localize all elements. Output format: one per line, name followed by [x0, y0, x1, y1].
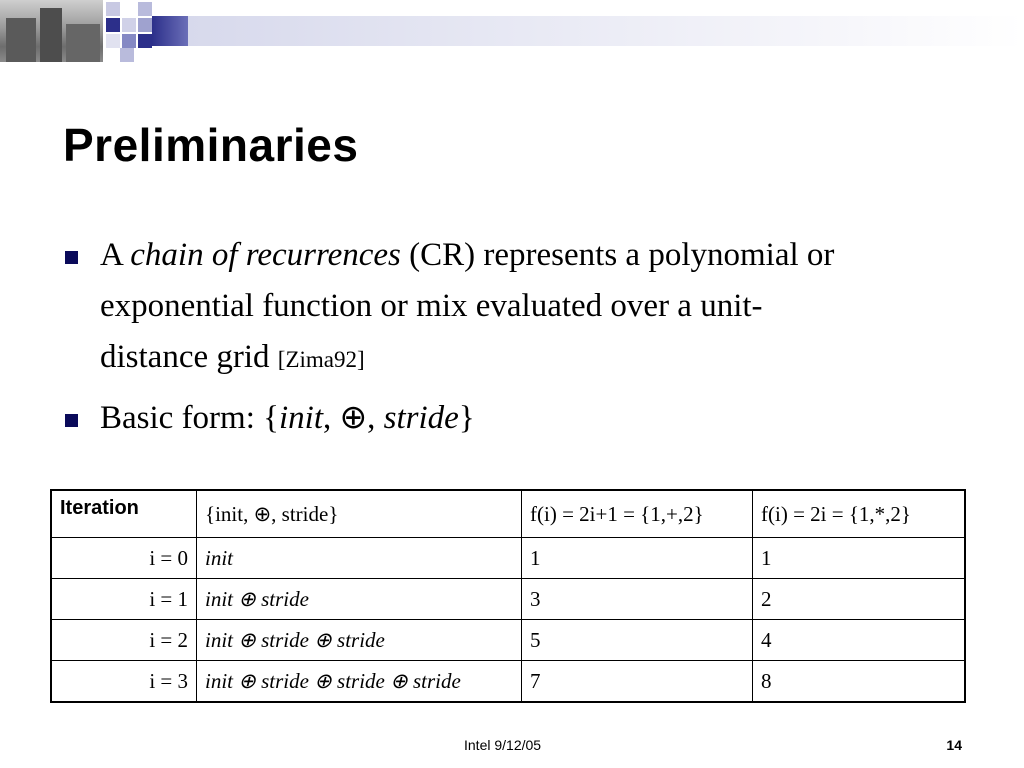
page-number: 14: [946, 737, 962, 753]
bullet-item: Basic form: {init, ⊕, stride}: [62, 393, 862, 444]
bullet-list: [62, 230, 862, 444]
linear-value-cell: 1: [522, 538, 753, 579]
exponential-value-cell: 4: [753, 620, 966, 661]
exponential-value-cell: 1: [753, 538, 966, 579]
square-bullet-icon: [65, 414, 78, 427]
table-header-row: [51, 490, 965, 538]
exponential-value-cell: 2: [753, 579, 966, 620]
cr-expression-cell: init: [197, 538, 522, 579]
banner-stripe: [188, 16, 1024, 46]
header-banner: [0, 0, 1024, 62]
column-header-exponential: f(i) = 2i = {1,*,2}: [753, 490, 966, 538]
banner-bar: [152, 16, 188, 46]
citation: [Zima92]: [277, 347, 365, 372]
iteration-cell: i = 2: [51, 620, 197, 661]
column-header-cr: {init, ⊕, stride}: [197, 490, 522, 538]
footer-text: Intel 9/12/05: [464, 737, 542, 753]
iteration-cell: i = 1: [51, 579, 197, 620]
table-row: [51, 579, 965, 620]
table-row: [51, 620, 965, 661]
iteration-cell: i = 0: [51, 538, 197, 579]
table-row: [51, 661, 965, 703]
linear-value-cell: 5: [522, 620, 753, 661]
square-bullet-icon: [65, 251, 78, 264]
linear-value-cell: 3: [522, 579, 753, 620]
table-row: [51, 538, 965, 579]
bullet-item: A chain of recurrences (CR) represents a polynomial or exponential function or mix evaluated over a unit-distance grid [Zima92]: [62, 230, 862, 385]
exponential-value-cell: 8: [753, 661, 966, 703]
iteration-cell: i = 3: [51, 661, 197, 703]
cr-expression-cell: init ⊕ stride ⊕ stride ⊕ stride: [197, 661, 522, 703]
cr-expression-cell: init ⊕ stride ⊕ stride: [197, 620, 522, 661]
column-header-iteration: Iteration: [51, 490, 197, 538]
linear-value-cell: 7: [522, 661, 753, 703]
column-header-linear: f(i) = 2i+1 = {1,+,2}: [522, 490, 753, 538]
cr-table: [50, 489, 966, 703]
building-photo: [0, 0, 103, 62]
cr-expression-cell: init ⊕ stride: [197, 579, 522, 620]
slide-title: Preliminaries: [63, 119, 359, 171]
